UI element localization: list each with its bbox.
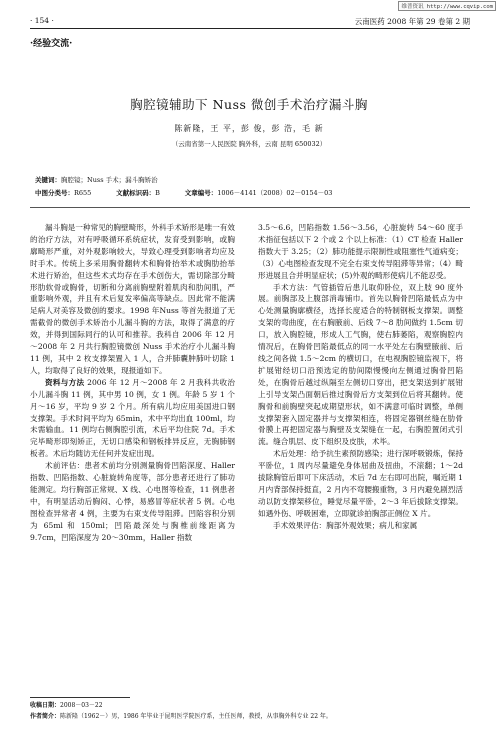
article-affiliation: （云南省第一人民医院 胸外科，云南 昆明 650032） [171,140,327,148]
body-paragraph: 手术效果评估：胸部外观效果；病儿和家属 [273,520,418,530]
body-paragraph: 3.5～6.6，凹陷指数 1.56～3.56，心脏旋转 54～60 度手术指征包括以下 2 个或 2 个以上标准：（1）CT 检查 Haller 指数大于 3.25；（2）肺功能提示限制性或阻塞性气道病变；（3）心电图检查发现不完全右束支传导阻滞等异常；（4）畸形进展且合并明显症状；(5)外观的畸形使病儿不能忍受。 [258,223,463,280]
doccode-value: B [155,189,160,197]
clc-label: 中图分类号： [35,189,74,197]
articleno-value: 1006－4141（2008）02－0154－03 [217,189,333,197]
section-label: ·经验交流· [30,39,73,49]
page-number: · 154 · [30,16,54,25]
journal-info: 云南医药 2008 年第 29 卷第 2 期 [354,17,470,26]
article-meta [35,174,332,200]
footnote-rule [30,697,130,698]
body-paragraph: 漏斗胸是一种常见的胸壁畸形，外科手术矫形是唯一有效的治疗方法，对有呼吸循环系统症状，发育受到影响，或胸廓畸形严重，对外观影响较大，导致心理受到影响者均应及时手术。传统上多采用胸骨翻转术和胸骨抬举术或胸肋抬举术进行矫治，但这些术式均存在手术创伤大，需切除部分畸形肋软骨或胸骨，切断和分离前胸壁附着肌肉和肋间肌，严重影响外观，并且有术后复发率偏高等缺点。因此常不能满足病人对美容及微创的要求。1998 年Nuss 等首先报道了无需截骨的微创手术矫治小儿漏斗胸的方法，取得了满意的疗效，并得到国际同行的认可和推荐。我科自 2006 年 12 月～2008 年 2 月共行胸腔镜微创 Nuss 手术治疗小儿漏斗胸 11 例，其中 2 枚支撑架置入 1 人，合并肺囊肿肺叶切除 1 人，均取得了良好的效果，现报道如下。 [30,223,235,375]
watermark-badge: 维普资讯 http://www.cqvip.com [398,1,496,11]
article-authors: 陈新隆，王 平，彭 俊，彭 浩，毛 新 [174,124,324,133]
header-rule [30,28,470,29]
keywords-line [35,174,332,187]
keywords-label: 关键词： [35,176,61,184]
body-column-right [258,222,463,532]
received-label: 收稿日期： [30,702,61,709]
body-paragraph: 资料与方法 2006 年 12 月～2008 年 2 月我科共收治小儿漏斗胸 11 例，其中男 10 例，女 1 例。年龄 5 岁 1 个月～16 岁，平均 9 岁 2 个月。所有病儿均应用美国进口钢支撑架。手术时间平均为 65min，术中平均出血 100ml，均未需输血。11 例均右侧胸腔引流，术后平均住院 7d。手术完毕畸形即刻矫正，无切口感染和钢板排异反应，无胸肺钢板者。术后均随访无任何并发症出现。 [30,377,236,459]
received-line [30,700,470,711]
doccode-label: 文献标识码： [116,189,156,197]
paragraph-lead: 资料与方法 [45,377,85,387]
body-paragraph: 术后处理：给予抗生素预防感染；进行深呼吸锻炼，保持平卧位，1 周内尽量避免身体屈曲及扭曲，不滚翻；1～2d 拔除胸管后即可下床活动，术后 7d 左右即可出院，嘱近期 1 月内背部保持挺直，2 月内不弯腰搬重物，3 月内避免剧烈活动以防支撑架移位，睡觉尽量平卧，2～3 年后拔除支撑架。如遇外伤、呼吸困难，立即就诊拍胸部正侧位 X 片。 [258,449,463,518]
author-bio-line [30,711,470,722]
footnotes [30,700,470,722]
classification-line [35,187,332,200]
author-bio: 陈新隆（1962－）男，1986 年毕业于昆明医学院医疗系，主任医师，教授，从事胸外科专业 22 年。 [60,713,332,720]
keywords-value: 胸腔镜；Nuss 手术；漏斗胸矫治 [61,176,158,184]
author-bio-label: 作者简介： [30,713,61,720]
article-title: 胸腔镜辅助下 Nuss 微创手术治疗漏斗胸 [130,97,368,112]
clc-value: R655 [74,189,92,197]
body-column-left [30,222,235,543]
body-paragraph: 手术方法：气管插管后患儿取仰卧位，双上肢 90 度外展。前胸部及上腹部消毒铺巾。首先以胸骨凹陷最低点为中心处测量胸廓横径，选择长度适合的特制钢板支撑架。调整支架的弯曲度，在右胸腋前、后线 7～8 肋间做约 1.5cm 切口，放入胸腔镜，形成人工气胸，使右肺萎陷，观察胸腔内情况后，在胸骨凹陷最低点的同一水平处左右胸壁腋前、后线之间各做 1.5～2cm 的横切口，在电视胸腔镜监视下，将扩展钳经切口沿预选定的肋间隙慢慢向左侧通过胸骨凹陷处，在胸骨后越过纵隔至左侧切口穿出，把支架送到扩展钳上引导支架凸面朝后推过胸骨后方支架到位后将其翻转。使胸骨和前胸壁突起成期望形状，如不满意可临时调整，单侧支撑架套入固定器并与支撑架相连，将固定器钢丝缝在肋骨骨膜上再把固定器与胸壁及支架缝在一起，右胸腔置闭式引流。缝合肌层、皮下组织及皮肤，术毕。 [258,282,463,447]
meta-rule [30,207,470,208]
articleno-label: 文章编号： [184,189,218,197]
received-date: 2008－03－22 [60,702,103,709]
body-paragraph: 术前评估：患者术前均分别测量胸骨凹陷深度、Haller 指数、凹陷指数、心脏旋转角度等，部分患者还进行了肺功能测定。均行胸部正常规、X 线、心电图等检查，11 例患者中，有明显活动后胸闷、心悸，易感冒等症状者 5 例。心电图检查异常者 4 例，主要为右束支传导阻滞。凹陷容积分别为 65ml 和 150ml；凹陷最深处与胸椎前缘距离为 9.7cm，凹陷深度为 20～30mm，Haller 指数 [30,461,235,542]
